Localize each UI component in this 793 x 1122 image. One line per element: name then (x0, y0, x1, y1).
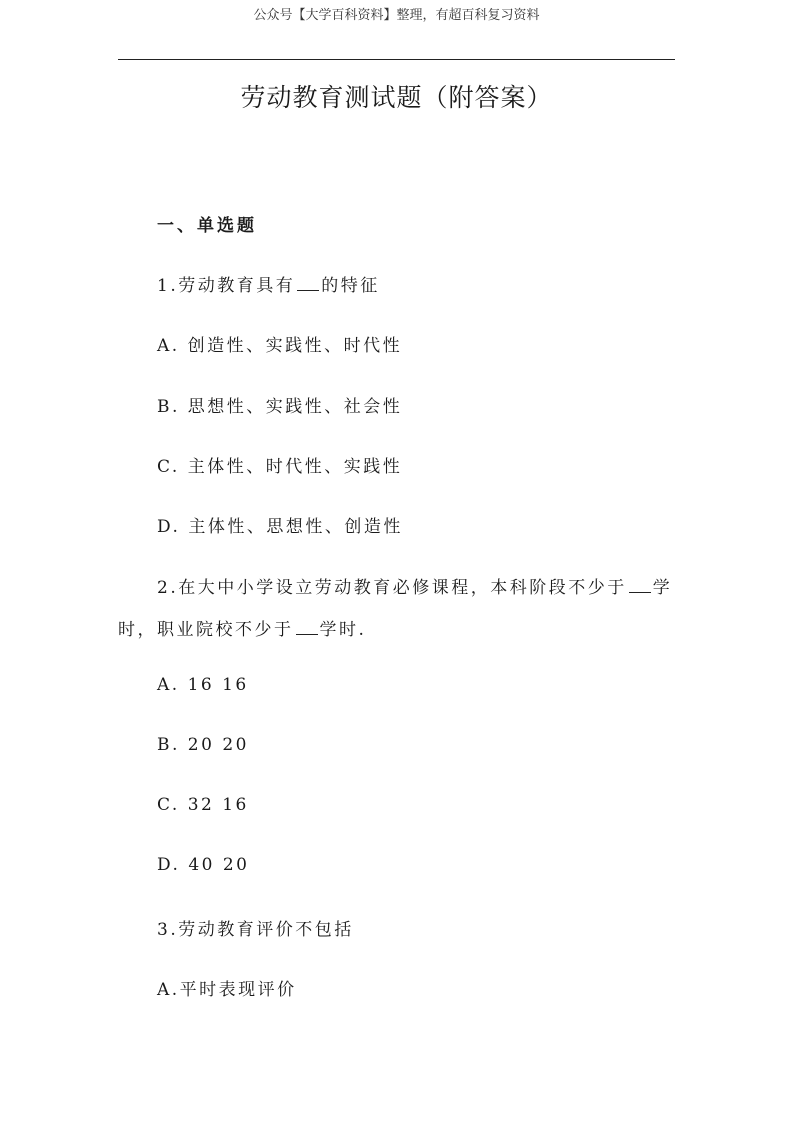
header-rule (118, 59, 675, 60)
document-title: 劳动教育测试题（附答案） (240, 83, 553, 112)
header-note: 公众号【大学百科资料】整理，有超百科复习资料 (253, 8, 540, 23)
question-1-blank (297, 276, 319, 291)
question-1-stem (157, 271, 380, 296)
question-3-option-a: A.平时表现评价 (157, 980, 297, 1000)
question-1-option-b: B. 思想性、实践性、社会性 (157, 397, 403, 417)
question-1-option-d: D. 主体性、思想性、创造性 (157, 517, 403, 537)
question-2-stem-text-b: 学 (652, 578, 673, 598)
question-2-blank-1 (629, 578, 651, 593)
question-2-stem-text-d: 学时. (319, 620, 367, 640)
question-1-stem-text-b: 的特征 (321, 276, 380, 296)
question-2-option-a: A. 16 16 (157, 675, 249, 695)
question-2-stem-text-a: 2.在大中小学设立劳动教育必修课程，本科阶段不少于 (157, 578, 627, 598)
question-2-option-d: D. 40 20 (157, 855, 250, 875)
question-2-option-b: B. 20 20 (157, 735, 249, 755)
question-2-option-c: C. 32 16 (157, 795, 249, 815)
question-1-option-a: A. 创造性、实践性、时代性 (157, 336, 403, 356)
question-1-stem-text-a: 1.劳动教育具有 (157, 276, 296, 296)
section-heading: 一、单选题 (157, 216, 257, 236)
question-1-option-c: C. 主体性、时代性、实践性 (157, 457, 403, 477)
question-2-stem-line-2 (118, 615, 366, 640)
question-2-stem-text-c: 时，职业院校不少于 (118, 620, 294, 640)
question-2-stem-line-1 (157, 573, 672, 598)
question-3-stem: 3.劳动教育评价不包括 (157, 920, 354, 940)
question-2-blank-2 (296, 620, 318, 635)
